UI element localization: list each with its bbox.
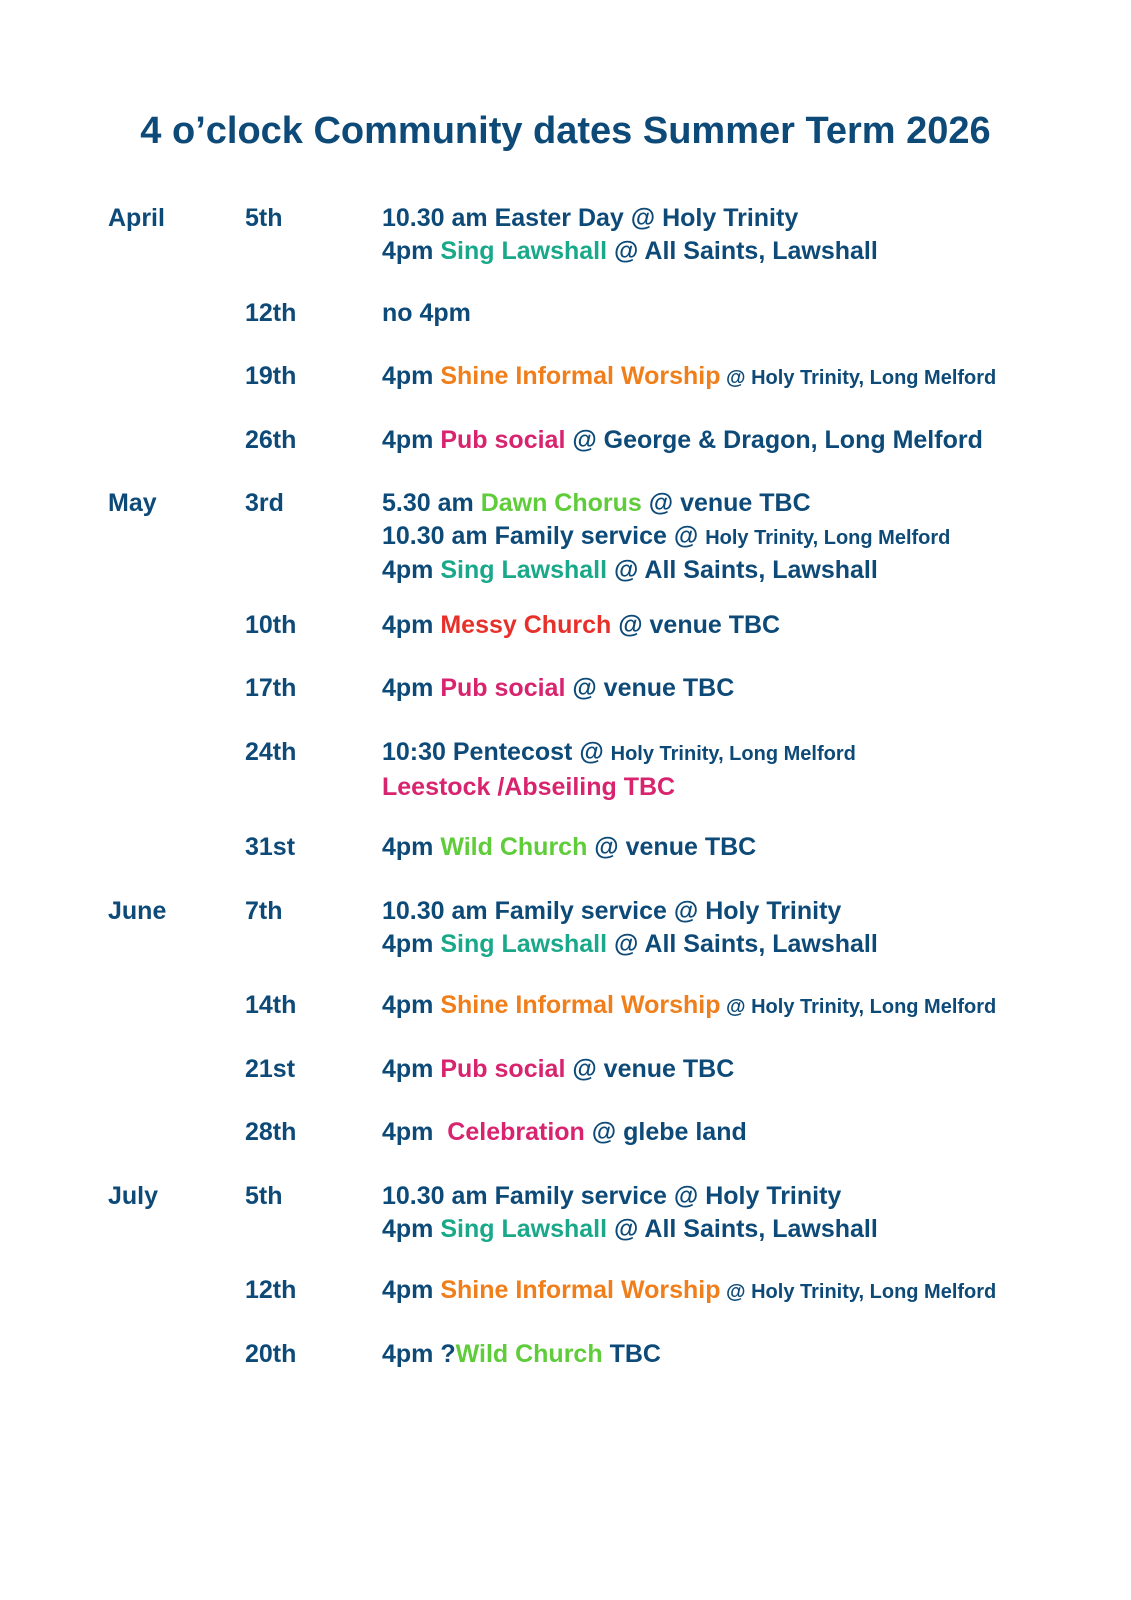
day-label: 7th xyxy=(245,897,283,925)
event-text: Wild Church xyxy=(455,1340,603,1368)
event-lines xyxy=(382,1180,878,1245)
event-line xyxy=(382,609,780,642)
event-text: 4pm xyxy=(382,991,441,1019)
event-text: 4pm xyxy=(382,556,441,584)
day-label: 17th xyxy=(245,674,297,702)
event-line xyxy=(382,235,878,268)
event-text: 4pm xyxy=(382,1055,441,1083)
event-lines xyxy=(382,1053,734,1086)
day-label: 28th xyxy=(245,1118,297,1146)
event-text: no 4pm xyxy=(382,299,471,327)
event-text: Leestock /Abseiling TBC xyxy=(382,772,676,801)
event-line xyxy=(382,736,856,771)
event-line xyxy=(382,424,983,457)
event-text: 4pm xyxy=(382,362,441,390)
day-label: 19th xyxy=(245,362,297,390)
event-lines xyxy=(382,202,878,267)
day-label: 10th xyxy=(245,611,297,639)
day-label: 31st xyxy=(245,833,296,861)
event-line xyxy=(382,1116,747,1149)
event-line xyxy=(382,360,996,395)
event-text: 4pm xyxy=(382,929,441,958)
month-label: June xyxy=(108,897,167,925)
event-lines xyxy=(382,831,756,864)
event-line xyxy=(382,831,756,864)
event-text: 4pm xyxy=(382,1276,441,1304)
event-line xyxy=(382,1180,878,1213)
event-text: TBC xyxy=(602,1340,661,1368)
event-text: @ Holy Trinity, Long Melford xyxy=(720,996,997,1018)
event-text: 10.30 am Family service @ Holy Trinity xyxy=(382,897,842,925)
day-label: 3rd xyxy=(245,489,284,517)
event-line xyxy=(382,554,950,587)
event-text: 4pm ? xyxy=(382,1340,456,1368)
month-label: April xyxy=(108,204,165,232)
event-text: Shine Informal Worship xyxy=(440,991,721,1019)
event-text: @ All Saints, Lawshall xyxy=(607,556,878,584)
event-text: @ glebe land xyxy=(584,1118,747,1146)
event-lines xyxy=(382,297,471,330)
event-text: Pub social xyxy=(440,674,566,702)
event-text: 4pm xyxy=(382,1214,441,1243)
event-text: Sing Lawshall xyxy=(440,236,608,265)
day-label: 21st xyxy=(245,1055,296,1083)
page-title: 4 o’clock Community dates Summer Term 2026 xyxy=(140,110,991,152)
day-label: 5th xyxy=(245,204,283,232)
event-text: Shine Informal Worship xyxy=(440,1276,721,1304)
event-text: @ venue TBC xyxy=(565,674,735,702)
event-text: 4pm xyxy=(382,1118,448,1146)
event-line xyxy=(382,297,471,330)
day-label: 26th xyxy=(245,426,297,454)
event-lines xyxy=(382,487,950,587)
event-text: @ George & Dragon, Long Melford xyxy=(565,426,983,454)
day-label: 5th xyxy=(245,1182,283,1210)
event-text: @ Holy Trinity, Long Melford xyxy=(720,367,997,389)
event-text: @ All Saints, Lawshall xyxy=(607,236,878,265)
event-line xyxy=(382,989,996,1024)
event-text: 4pm xyxy=(382,674,441,702)
day-label: 20th xyxy=(245,1340,297,1368)
event-text: @ All Saints, Lawshall xyxy=(607,1214,878,1243)
event-line xyxy=(382,1274,996,1309)
event-line xyxy=(382,1213,878,1246)
month-label: July xyxy=(108,1182,159,1210)
event-text: Wild Church xyxy=(440,833,588,861)
day-label: 14th xyxy=(245,991,297,1019)
event-lines xyxy=(382,736,856,803)
event-text: 10.30 am Easter Day @ Holy Trinity xyxy=(382,204,799,232)
event-text: 4pm xyxy=(382,426,441,454)
day-label: 12th xyxy=(245,1276,297,1304)
event-text: Sing Lawshall xyxy=(440,1214,608,1243)
event-lines xyxy=(382,672,734,705)
event-text: @ venue TBC xyxy=(565,1055,735,1083)
event-lines xyxy=(382,895,878,960)
event-text: @ venue TBC xyxy=(641,489,811,517)
event-line xyxy=(382,487,950,520)
event-lines xyxy=(382,989,996,1024)
month-label: May xyxy=(108,489,157,517)
event-line xyxy=(382,1338,661,1371)
event-text: @ All Saints, Lawshall xyxy=(607,929,878,958)
event-lines xyxy=(382,1338,661,1371)
event-text: Pub social xyxy=(440,426,566,454)
event-text: Messy Church xyxy=(440,611,612,639)
event-text: @ venue TBC xyxy=(587,833,757,861)
event-line xyxy=(382,202,878,235)
event-text: @ Holy Trinity, Long Melford xyxy=(720,1281,997,1303)
event-text: Holy Trinity, Long Melford xyxy=(610,743,856,765)
event-text: 10.30 am Family service @ xyxy=(382,521,706,550)
event-line xyxy=(382,520,950,555)
event-text: Shine Informal Worship xyxy=(440,362,721,390)
day-label: 12th xyxy=(245,299,297,327)
event-text: Holy Trinity, Long Melford xyxy=(705,526,951,549)
event-text: @ venue TBC xyxy=(611,611,781,639)
event-text: 4pm xyxy=(382,833,441,861)
event-text: Sing Lawshall xyxy=(440,556,608,584)
event-text: 10.30 am Family service @ Holy Trinity xyxy=(382,1182,842,1210)
event-text: 5.30 am xyxy=(382,489,481,517)
event-lines xyxy=(382,424,983,457)
event-lines xyxy=(382,609,780,642)
event-lines xyxy=(382,360,996,395)
event-line xyxy=(382,928,878,961)
event-text: Dawn Chorus xyxy=(480,489,642,517)
event-line xyxy=(382,771,856,804)
event-text: Pub social xyxy=(440,1055,566,1083)
event-lines xyxy=(382,1274,996,1309)
event-line xyxy=(382,895,878,928)
event-text: Sing Lawshall xyxy=(440,929,608,958)
day-label: 24th xyxy=(245,738,297,766)
event-text: 4pm xyxy=(382,611,441,639)
event-lines xyxy=(382,1116,747,1149)
event-line xyxy=(382,672,734,705)
event-text: Celebration xyxy=(447,1118,585,1146)
event-text: 10:30 Pentecost @ xyxy=(382,738,611,766)
event-text: 4pm xyxy=(382,236,441,265)
event-line xyxy=(382,1053,734,1086)
